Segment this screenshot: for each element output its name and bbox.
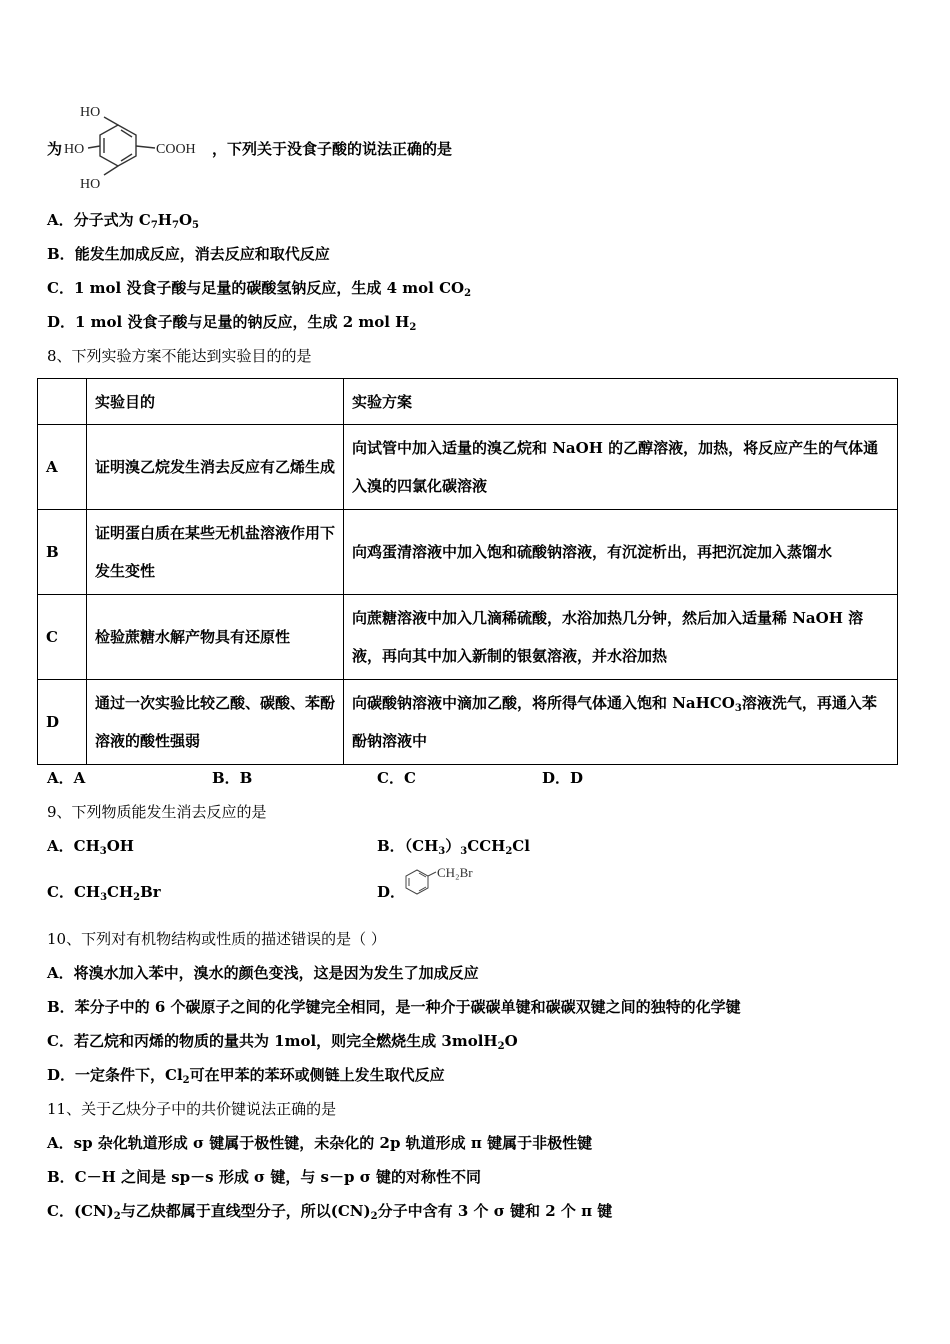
row-purpose: 检验蔗糖水解产物具有还原性 xyxy=(87,595,344,680)
q7-option-c: C．1 mol 没食子酸与足量的碳酸氢钠反应，生成 4 mol $CO_2$ xyxy=(47,279,472,299)
structure-label-ho-mid: HO xyxy=(64,142,85,157)
q9-option-c: C．$CH_3CH_2Br$ xyxy=(47,883,161,903)
structure-label-ho-bottom: HO xyxy=(80,177,101,192)
table-row xyxy=(38,680,898,765)
q10-stem: 10、下列对有机物结构或性质的描述错误的是（ ） xyxy=(47,930,386,948)
row-purpose: 证明蛋白质在某些无机盐溶液作用下发生变性 xyxy=(87,510,344,595)
q8-option-c: C．C xyxy=(377,769,416,787)
q10-option-b: B．苯分子中的 6 个碳原子之间的化学键完全相同，是一种介于碳碳单键和碳碳双键之间的独特的化学键 xyxy=(47,998,741,1016)
q8-option-b: B．B xyxy=(212,769,253,787)
header-cell-purpose: 实验目的 xyxy=(87,379,344,425)
q8-option-d: D．D xyxy=(542,769,584,787)
q10-option-a: A．将溴水加入苯中，溴水的颜色变浅，这是因为发生了加成反应 xyxy=(47,964,479,982)
row-method: 向试管中加入适量的溴乙烷和 NaOH 的乙醇溶液，加热，将反应产生的气体通入溴的四氯化碳溶液 xyxy=(344,425,898,510)
q11-stem: 11、关于乙炔分子中的共价键说法正确的是 xyxy=(47,1100,337,1118)
row-id: D xyxy=(38,680,87,765)
q11-option-a: A．sp 杂化轨道形成 σ 键属于极性键，未杂化的 2p 轨道形成 π 键属于非极性键 xyxy=(47,1134,593,1152)
row-method: 向蔗糖溶液中加入几滴稀硫酸，水浴加热几分钟，然后加入适量稀 NaOH 溶液，再向其中加入新制的银氨溶液，并水浴加热 xyxy=(344,595,898,680)
q7-prefix: 为 xyxy=(47,140,63,158)
benzyl-bromide-structure xyxy=(403,864,493,900)
q11-option-c: C．$(CN)_2$与乙炔都属于直线型分子，所以$(CN)_2$分子中含有 3 个 σ 键和 2 个 π 键 xyxy=(47,1202,613,1222)
row-purpose: 通过一次实验比较乙酸、碳酸、苯酚溶液的酸性强弱 xyxy=(87,680,344,765)
structure-label-cooh: COOH xyxy=(156,142,196,157)
benzyl-label: CH₂Br xyxy=(437,865,473,880)
table-row xyxy=(38,510,898,595)
row-id: B xyxy=(38,510,87,595)
row-id: C xyxy=(38,595,87,680)
header-cell-method: 实验方案 xyxy=(344,379,898,425)
q7-stem-suffix: ，下列关于没食子酸的说法正确的是 xyxy=(212,140,453,158)
header-cell-id xyxy=(38,379,87,425)
row-purpose: 证明溴乙烷发生消去反应有乙烯生成 xyxy=(87,425,344,510)
q9-stem: 9、下列物质能发生消去反应的是 xyxy=(47,803,267,821)
q10-option-d: D．一定条件下，$Cl_2$可在甲苯的苯环或侧链上发生取代反应 xyxy=(47,1066,445,1086)
q8-option-a: A．A xyxy=(47,769,86,787)
q7-option-a: A．分子式为 $C_7H_7O_5$ xyxy=(47,211,199,231)
table-header-row xyxy=(38,379,898,425)
table-row xyxy=(38,425,898,510)
row-method: 向鸡蛋清溶液中加入饱和硫酸钠溶液，有沉淀析出，再把沉淀加入蒸馏水 xyxy=(344,510,898,595)
q7-option-b: B．能发生加成反应，消去反应和取代反应 xyxy=(47,245,330,263)
experiment-table xyxy=(37,378,898,765)
benzene-ring-small xyxy=(406,870,436,894)
q11-option-b: B．C－H 之间是 sp－s 形成 σ 键，与 s－p σ 键的对称性不同 xyxy=(47,1168,481,1186)
row-id: A xyxy=(38,425,87,510)
q9-option-a: A．$CH_3OH$ xyxy=(47,837,134,857)
table-row xyxy=(38,595,898,680)
q10-option-c: C．若乙烷和丙烯的物质的量共为 1mol，则完全燃烧生成 3molH$_2$O xyxy=(47,1032,518,1052)
gallic-acid-structure xyxy=(58,100,218,192)
row-method: 向碳酸钠溶液中滴加乙酸，将所得气体通入饱和 NaHCO$_3$溶液洗气，再通入苯酚钠溶液中 xyxy=(344,680,898,765)
benzene-ring xyxy=(88,117,155,175)
q7-option-d: D．1 mol 没食子酸与足量的钠反应，生成 2 mol $H_2$ xyxy=(47,313,417,333)
q9-option-b: B．$(CH_3)_3CCH_2Cl$ xyxy=(377,837,530,857)
q8-stem: 8、下列实验方案不能达到实验目的的是 xyxy=(47,347,312,365)
q9-option-d: D． xyxy=(377,883,406,901)
structure-label-ho-top: HO xyxy=(80,105,101,120)
